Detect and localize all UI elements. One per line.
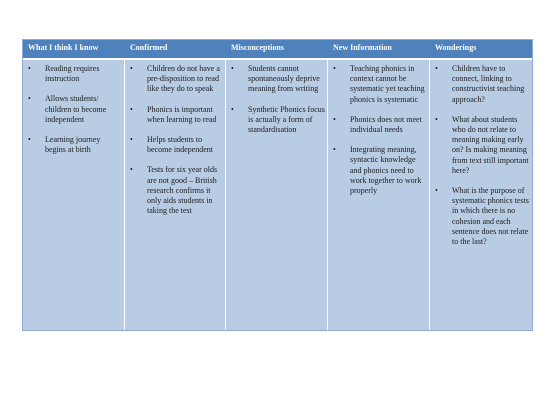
list-item xyxy=(331,145,427,196)
list-item-text: Integrating meaning, syntactic knowledge and phonics need to work together to work properly xyxy=(350,145,422,196)
list-item xyxy=(331,115,427,135)
column-header: Confirmed xyxy=(125,40,226,60)
list-item-text: Children do not have a pre-disposition to read like they do to speak xyxy=(147,64,220,94)
kwl-table xyxy=(22,39,533,331)
bullet-icon: • xyxy=(28,64,31,73)
bullet-icon: • xyxy=(333,114,336,124)
list-item xyxy=(128,64,223,95)
list-item-text: Reading requires instruction xyxy=(45,64,100,84)
bullet-icon: • xyxy=(435,114,438,124)
column-body xyxy=(23,60,125,330)
list-item-text: Tests for six year olds are not good – British research confirms it only aids students in taking the test xyxy=(147,165,218,216)
bullet-icon: • xyxy=(333,64,336,73)
list-item-text: What about students who do not relate to meaning making early on? Is making meaning from text still important here? xyxy=(452,114,529,175)
list-item xyxy=(433,186,530,247)
bullet-icon: • xyxy=(435,64,438,73)
list-item-text: Phonics is important when learning to read xyxy=(147,104,217,124)
column-body xyxy=(226,60,328,330)
list-item xyxy=(433,115,530,176)
list-item-text: Phonics does not meet individual needs xyxy=(350,114,422,135)
list-item-text: Students cannot spontaneously deprive meaning from writing xyxy=(248,64,320,94)
bullet-icon: • xyxy=(130,104,133,114)
bullet-icon: • xyxy=(333,145,336,155)
list-item-text: What is the purpose of systematic phonics tests in which there is no cohesion and each sentence does not relate to the last? xyxy=(452,186,529,247)
bullet-icon: • xyxy=(231,104,234,114)
list-item xyxy=(433,64,530,105)
list-item xyxy=(26,94,122,125)
bullet-icon: • xyxy=(28,94,31,104)
list-item xyxy=(26,64,122,84)
list-item-text: Teaching phonics in context cannot be systematic yet teaching phonics is systematic xyxy=(350,64,425,104)
list-item xyxy=(26,135,122,155)
list-item-text: Learning journey begins at birth xyxy=(45,135,101,155)
column-header: What I think I know xyxy=(23,40,125,60)
list-item-text: Helps students to become independent xyxy=(147,135,213,155)
column-body xyxy=(328,60,430,330)
bullet-icon: • xyxy=(130,64,133,73)
list-item xyxy=(229,64,325,95)
list-item xyxy=(128,135,223,155)
column-header: Wonderings xyxy=(430,40,532,60)
list-item xyxy=(128,105,223,125)
list-item-text: Allows students/ children to become independent xyxy=(45,94,107,124)
list-item xyxy=(128,165,223,216)
bullet-icon: • xyxy=(435,186,438,196)
bullet-icon: • xyxy=(130,165,133,175)
column-body xyxy=(125,60,226,330)
column-header: Misconceptions xyxy=(226,40,328,60)
list-item xyxy=(331,64,427,105)
column-body xyxy=(430,60,532,330)
list-item xyxy=(229,105,325,136)
bullet-icon: • xyxy=(28,135,31,145)
list-item-text: Children have to connect, linking to constructivist teaching approach? xyxy=(452,64,525,104)
bullet-icon: • xyxy=(130,135,133,145)
bullet-icon: • xyxy=(231,64,234,73)
column-header: New Information xyxy=(328,40,430,60)
list-item-text: Synthetic Phonics focus is actually a form of standardisation xyxy=(248,104,325,135)
